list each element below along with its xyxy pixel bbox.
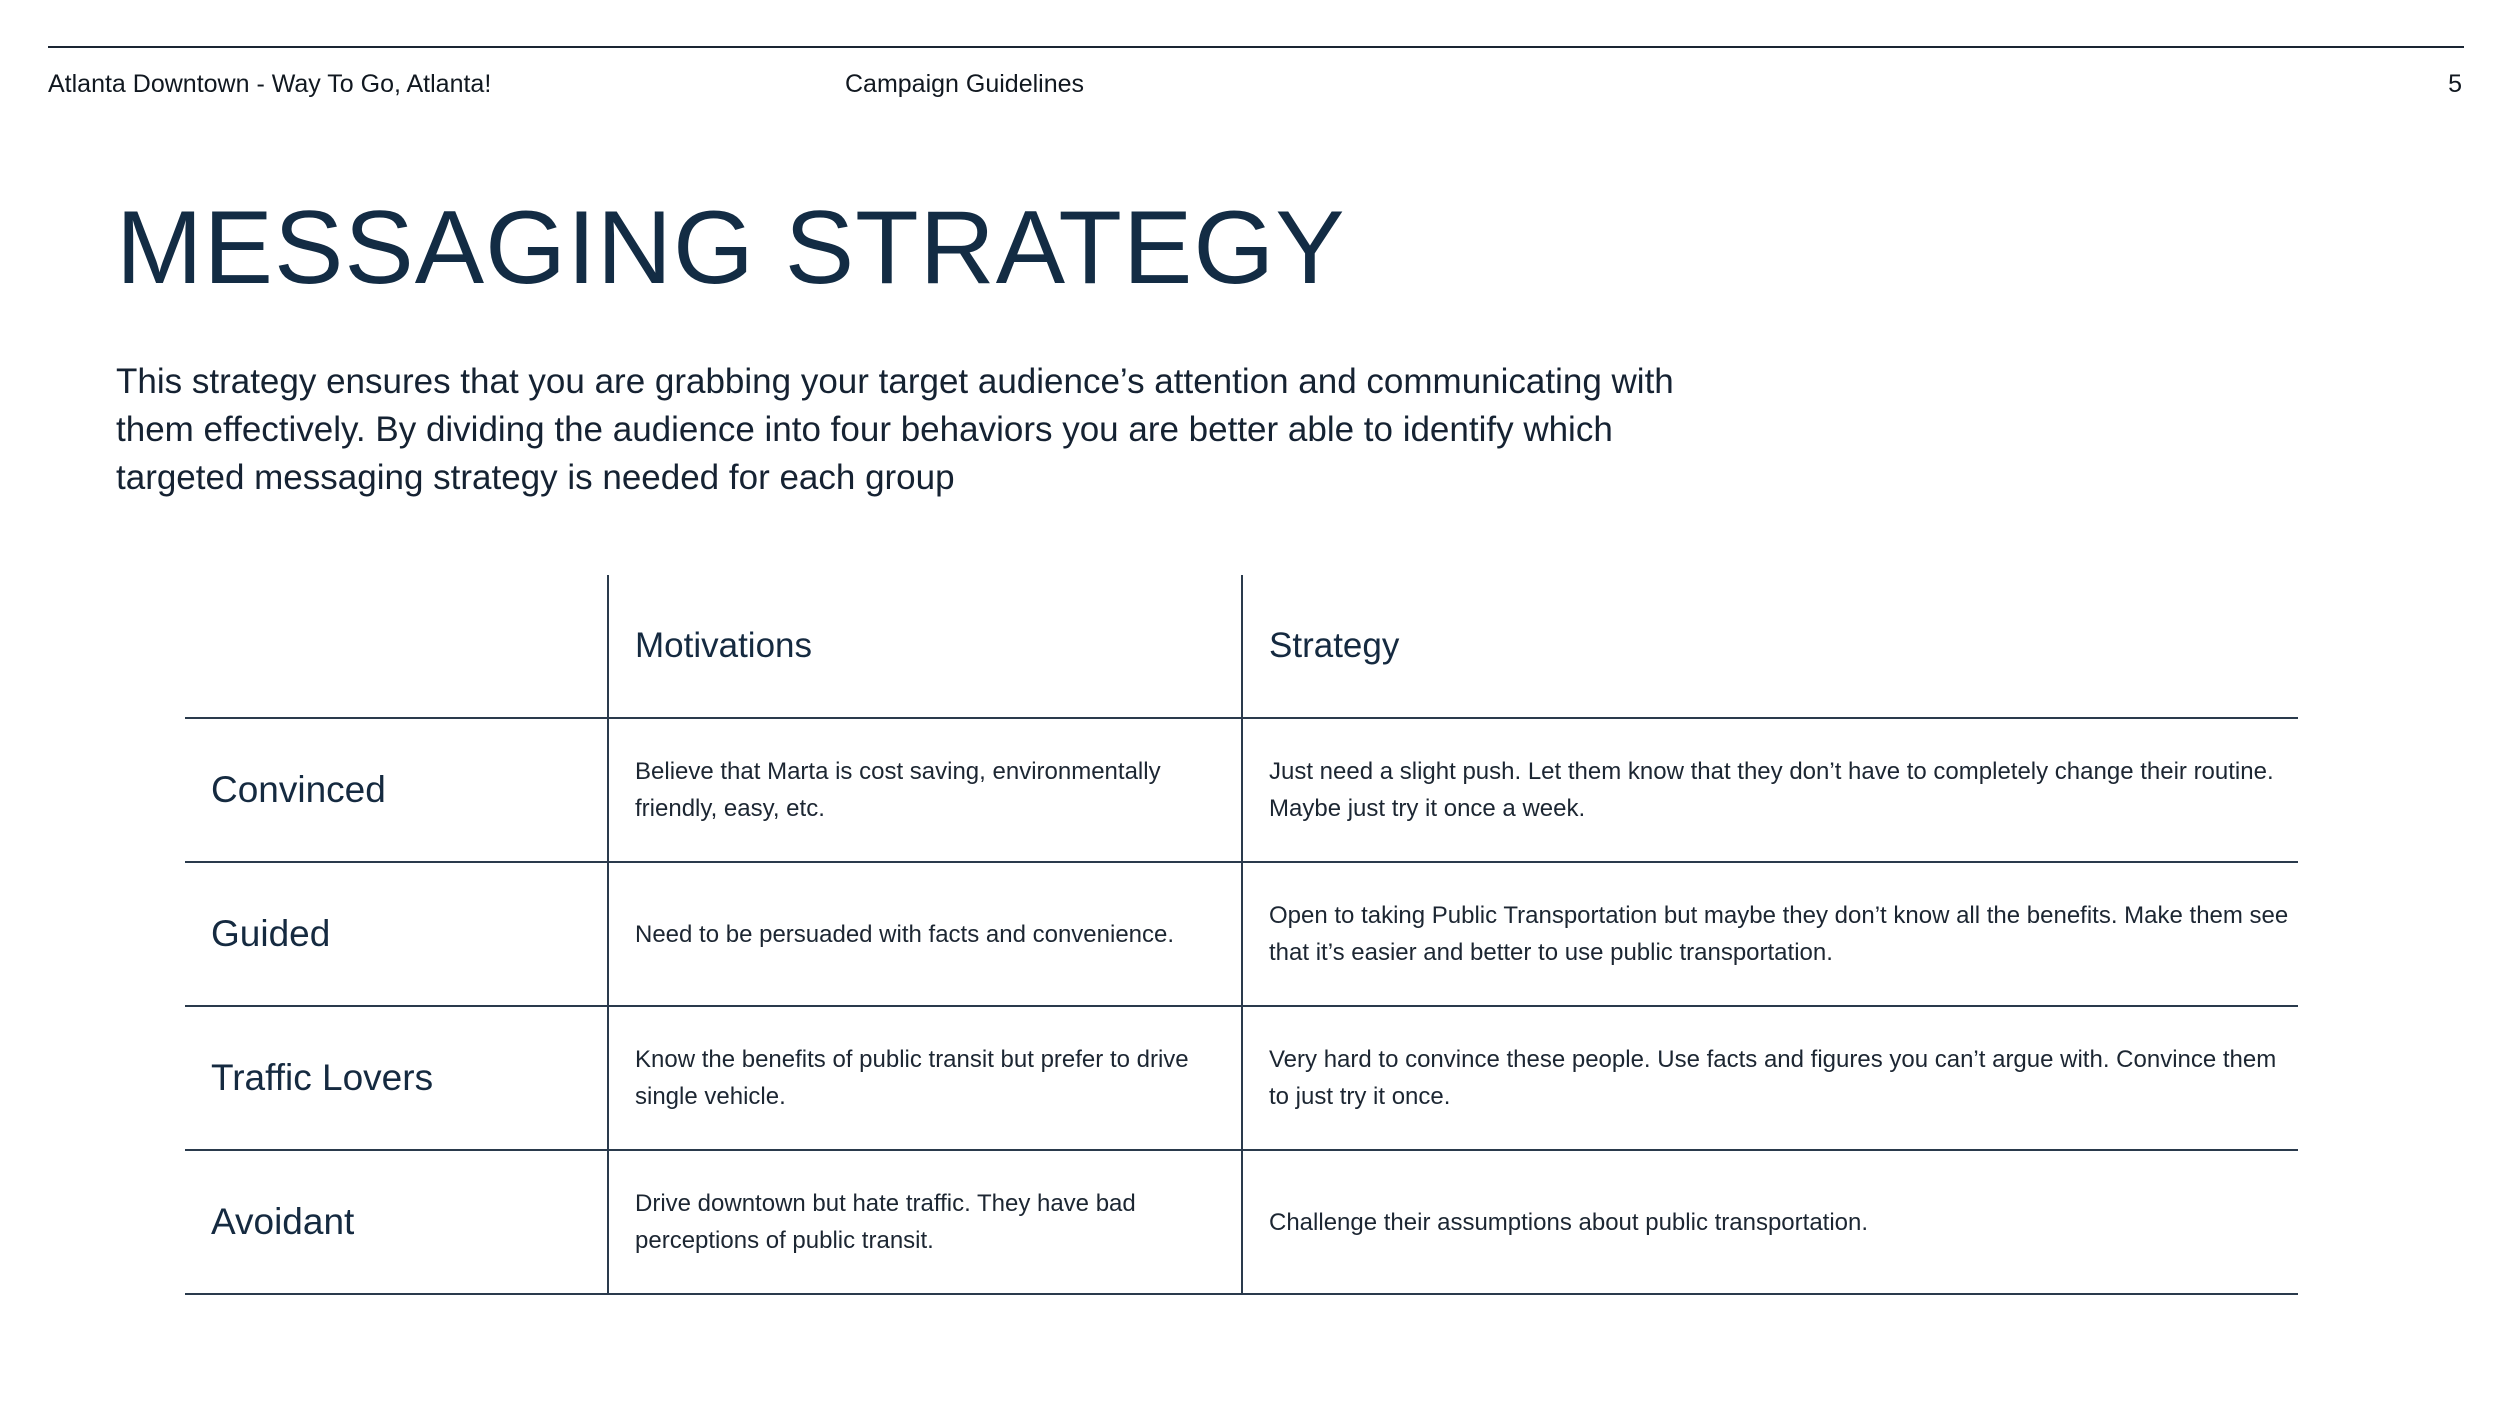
column-header-segment — [185, 575, 608, 718]
column-header-motivations: Motivations — [608, 575, 1242, 718]
intro-paragraph: This strategy ensures that you are grabbing your target audience’s attention and communicating with them effectively. By dividing the audience into four behaviors you are better able to identify which targeted messaging strategy is needed for each group — [116, 362, 1674, 497]
segment-name: Guided — [211, 913, 331, 954]
table-row — [185, 718, 2298, 862]
motivations-cell: Need to be persuaded with facts and convenience. — [608, 862, 1242, 1006]
table-row — [185, 1006, 2298, 1150]
header-rule — [48, 46, 2464, 48]
table-row — [185, 1150, 2298, 1294]
page-number: 5 — [2448, 70, 2462, 98]
page-title: MESSAGING STRATEGY — [116, 190, 1346, 306]
strategy-cell: Very hard to convince these people. Use facts and figures you can’t argue with. Convince them to just try it once. — [1242, 1006, 2298, 1150]
table-header-row — [185, 575, 2298, 718]
strategy-cell: Open to taking Public Transportation but maybe they don’t know all the benefits. Make them see that it’s easier and better to use public transportation. — [1242, 862, 2298, 1006]
motivations-cell: Know the benefits of public transit but prefer to drive single vehicle. — [608, 1006, 1242, 1150]
section-label: Campaign Guidelines — [845, 70, 1085, 98]
messaging-strategy-table — [185, 575, 2298, 1295]
table-row — [185, 862, 2298, 1006]
segment-name: Convinced — [211, 769, 386, 810]
column-header-strategy: Strategy — [1242, 575, 2298, 718]
strategy-cell: Challenge their assumptions about public transportation. — [1242, 1150, 2298, 1294]
motivations-cell: Believe that Marta is cost saving, environmentally friendly, easy, etc. — [608, 718, 1242, 862]
motivations-cell: Drive downtown but hate traffic. They have bad perceptions of public transit. — [608, 1150, 1242, 1294]
strategy-cell: Just need a slight push. Let them know that they don’t have to completely change their routine. Maybe just try it once a week. — [1242, 718, 2298, 862]
document-title: Atlanta Downtown - Way To Go, Atlanta! — [48, 70, 492, 98]
segment-name: Traffic Lovers — [211, 1057, 434, 1098]
segment-name: Avoidant — [211, 1201, 355, 1242]
